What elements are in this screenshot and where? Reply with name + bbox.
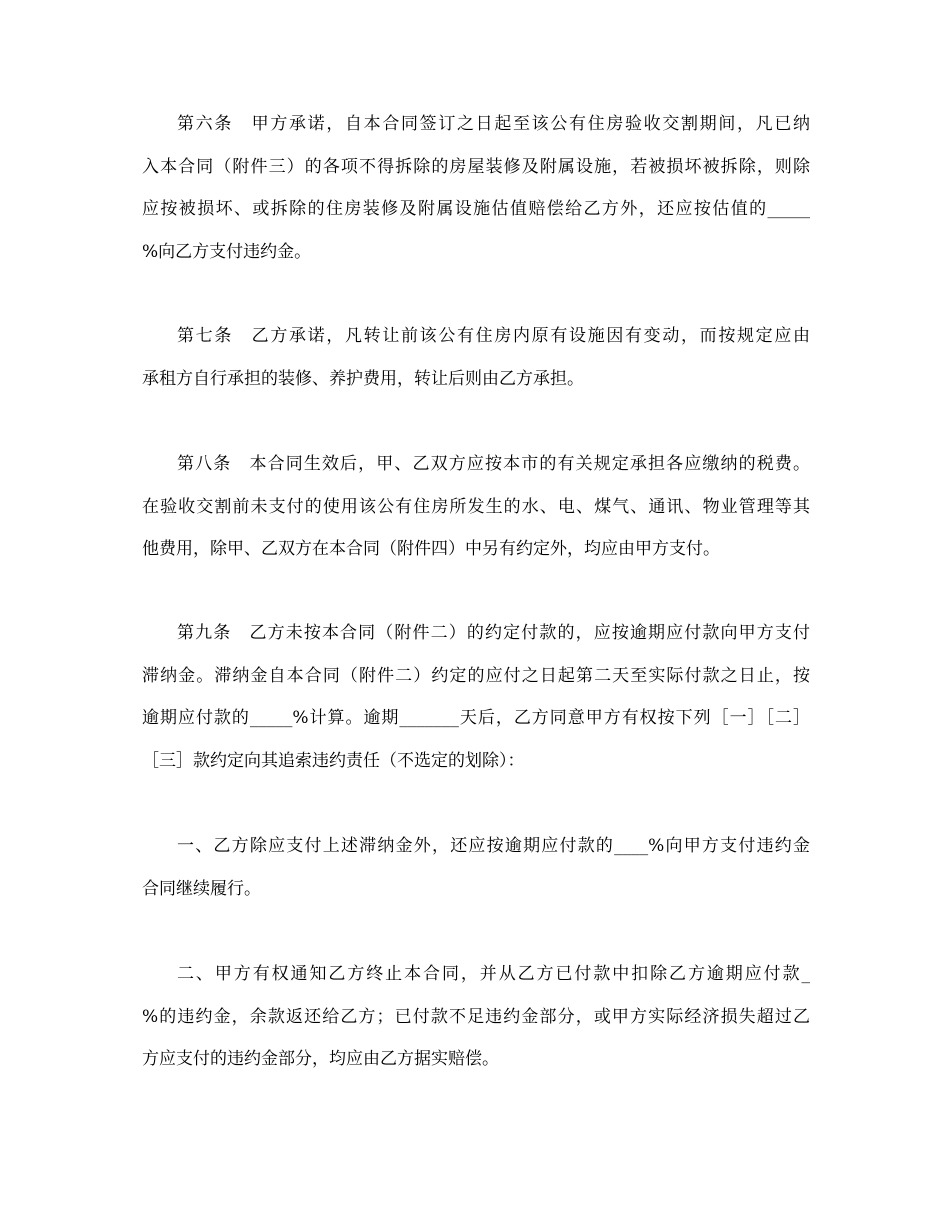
article-8-line-3: 他费用，除甲、乙双方在本合同（附件四）中另有约定外，均应由甲方支付。 [142, 539, 720, 559]
article-6-line-4: %向乙方支付违约金。 [142, 241, 312, 262]
clause-1-line-1: 一、乙方除应支付上述滞纳金外，还应按逾期应付款的____%向甲方支付违约金 [177, 836, 810, 856]
clause-1-line-2: 合同继续履行。 [142, 878, 261, 899]
article-9-line-1: 第九条 乙方未按本合同（附件二）的约定付款的，应按逾期应付款向甲方支付 [177, 623, 810, 643]
clause-2-line-1: 二、甲方有权通知乙方终止本合同，并从乙方已付款中扣除乙方逾期应付款_ [177, 964, 810, 984]
article-7-line-2: 承租方自行承担的装修、养护费用，转让后则由乙方承担。 [142, 368, 584, 389]
article-9-line-2: 滞纳金。滞纳金自本合同（附件二）约定的应付之日起第二天至实际付款之日止，按 [142, 665, 810, 686]
article-6-paragraph [142, 103, 810, 273]
article-7-paragraph [142, 315, 810, 400]
article-9-line-3: 逾期应付款的_____%计算。逾期_______天后，乙方同意甲方有权按下列［一］［二］ [142, 708, 810, 728]
article-8-paragraph [142, 443, 810, 571]
article-8-line-2: 在验收交割前未支付的使用该公有住房所发生的水、电、煤气、通讯、物业管理等其 [142, 496, 810, 517]
article-6-line-3: 应按被损坏、或拆除的住房装修及附属设施估值赔偿给乙方外，还应按估值的_____ [142, 199, 810, 219]
article-9-line-4: ［三］款约定向其追索违约责任（不选定的划除）： [142, 750, 525, 771]
clause-2-paragraph [142, 953, 810, 1081]
clause-2-line-2: %的违约金，余款返还给乙方；已付款不足违约金部分，或甲方实际经济损失超过乙 [142, 1006, 810, 1027]
article-6-line-2: 入本合同（附件三）的各项不得拆除的房屋装修及附属设施，若被损坏被拆除，则除 [142, 156, 810, 177]
article-6-line-1: 第六条 甲方承诺，自本合同签订之日起至该公有住房验收交割期间，凡已纳 [177, 114, 810, 134]
article-8-line-1: 第八条 本合同生效后，甲、乙双方应按本市的有关规定承担各应缴纳的税费。 [177, 454, 810, 474]
article-9-paragraph [142, 612, 810, 782]
article-7-line-1: 第七条 乙方承诺，凡转让前该公有住房内原有设施因有变动，而按规定应由 [177, 326, 810, 346]
clause-1-paragraph [142, 825, 810, 910]
clause-2-line-3: 方应支付的违约金部分，均应由乙方据实赔偿。 [142, 1049, 499, 1069]
